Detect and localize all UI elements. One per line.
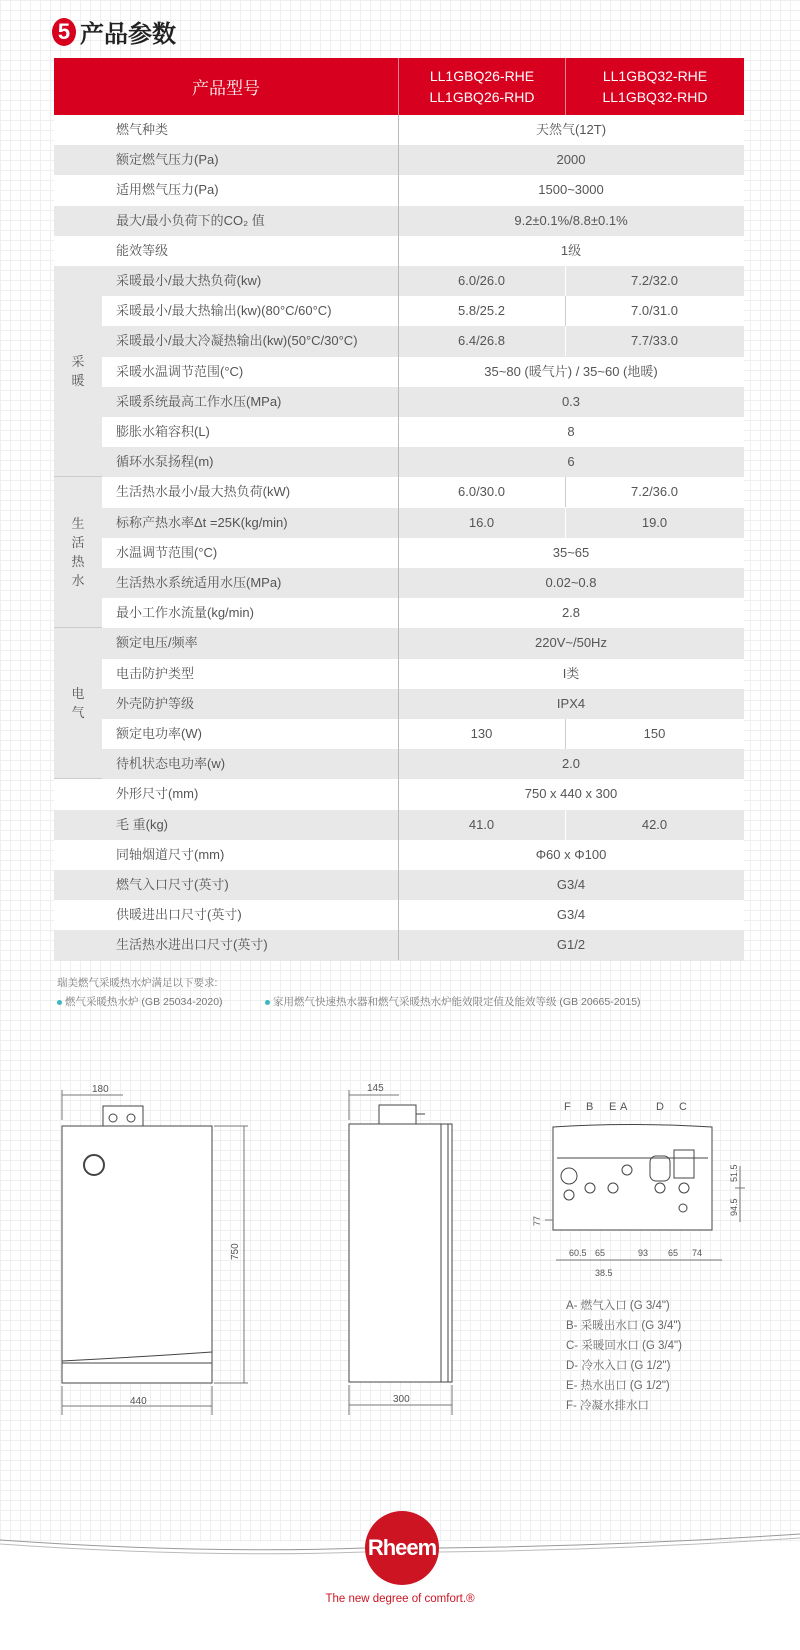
svg-text:65: 65 [595, 1248, 606, 1258]
column-divider [565, 266, 566, 296]
column-divider [565, 477, 566, 507]
row-label: 采暖系统最高工作水压(MPa) [116, 393, 282, 409]
row-label: 最小工作水流量(kg/min) [116, 605, 254, 621]
table-row [54, 447, 744, 477]
row-value: 6 [567, 454, 575, 470]
row-value: Φ60 x Φ100 [535, 846, 607, 862]
dim-750: 750 [230, 1243, 241, 1260]
group-label-text: 电气 [71, 686, 85, 721]
table-row [54, 810, 744, 840]
row-value: 5.8/25.2 [458, 303, 505, 319]
row-group-label [54, 477, 102, 628]
dim-300: 300 [393, 1394, 410, 1405]
table-row [54, 719, 744, 749]
model-name: LL1GBQ32-RHE [602, 67, 708, 84]
row-value: 7.2/36.0 [631, 484, 678, 500]
svg-text:E: E [609, 1101, 617, 1113]
row-label: 水温调节范围(°C) [116, 544, 218, 560]
notes-intro: 瑞美燃气采暖热水炉满足以下要求: [57, 977, 218, 989]
rheem-logo: Rheem [365, 1511, 439, 1585]
note-text: 家用燃气快速热水器和燃气采暖热水炉能效限定值及能效等级 (GB 20665-2015) [273, 996, 641, 1008]
table-row [54, 296, 744, 326]
table-row [54, 508, 744, 538]
row-label: 外壳防护等级 [116, 695, 195, 711]
row-label: 生活热水最小/最大热负荷(kW) [116, 484, 291, 500]
row-value: 35~80 (暖气片) / 35~60 (地暖) [484, 363, 658, 379]
row-label: 燃气入口尺寸(英寸) [116, 877, 229, 892]
row-label: 额定燃气压力(Pa) [116, 152, 219, 168]
table-row [54, 930, 744, 960]
row-value: 9.2±0.1%/8.8±0.1% [514, 212, 628, 228]
model-name: LL1GBQ32-RHD [602, 88, 708, 105]
row-label: 采暖最小/最大热输出(kw)(80°C/60°C) [116, 303, 332, 319]
svg-text:F: F [564, 1101, 571, 1113]
row-group-label [54, 628, 102, 779]
svg-text:B: B [586, 1101, 594, 1113]
svg-text:77: 77 [532, 1215, 542, 1226]
model-name: LL1GBQ26-RHD [429, 88, 535, 105]
row-label: 同轴烟道尺寸(mm) [116, 846, 225, 862]
row-value: 6.4/26.8 [458, 333, 505, 349]
brand-tagline: The new degree of comfort.® [325, 1593, 475, 1605]
section-heading: 产品参数 [80, 21, 176, 48]
model-name: LL1GBQ26-RHE [429, 67, 535, 84]
header-model-32 [565, 58, 744, 115]
row-value: 19.0 [641, 514, 668, 530]
row-label: 待机状态电功率(w) [116, 756, 226, 772]
header-model-26 [398, 58, 565, 115]
row-label: 供暖进出口尺寸(英寸) [116, 907, 242, 923]
row-label: 电击防护类型 [116, 665, 195, 681]
row-value: 7.2/32.0 [631, 273, 678, 288]
table-row [54, 477, 744, 507]
row-label: 采暖水温调节范围(°C) [116, 363, 244, 379]
row-value: 8 [567, 424, 575, 439]
group-label-text: 采暖 [71, 354, 85, 389]
row-value: 1500~3000 [538, 182, 604, 198]
row-value: 2.0 [561, 756, 581, 772]
spec-table [54, 58, 744, 960]
row-label: 适用燃气压力(Pa) [116, 182, 219, 198]
row-value: 0.3 [561, 393, 581, 409]
port-letters [564, 1101, 687, 1113]
dim-180: 180 [92, 1084, 109, 1095]
note-item [265, 994, 641, 1009]
legend-item: F- 冷凝水排水口 [566, 1400, 650, 1412]
table-row [54, 266, 744, 296]
column-divider [565, 810, 566, 840]
svg-text:74: 74 [692, 1248, 703, 1258]
column-divider [565, 719, 566, 749]
table-row [54, 900, 744, 930]
row-label: 最大/最小负荷下的CO₂ 值 [116, 212, 265, 228]
row-value: 2000 [556, 152, 586, 168]
table-row [54, 779, 744, 809]
table-row [54, 145, 744, 175]
table-row [54, 115, 744, 145]
legend-item: B- 采暖出水口 (G 3/4") [566, 1320, 682, 1332]
dim-145: 145 [367, 1083, 384, 1094]
bullet-icon [265, 1000, 270, 1005]
note-text: 燃气采暖热水炉 (GB 25034-2020) [65, 996, 223, 1008]
table-row [54, 206, 744, 236]
row-value: 7.7/33.0 [631, 333, 678, 349]
row-value: G3/4 [556, 907, 586, 923]
table-row [54, 326, 744, 356]
row-label: 生活热水进出口尺寸(英寸) [116, 937, 268, 953]
svg-text:60.5: 60.5 [569, 1248, 587, 1258]
svg-text:51.5: 51.5 [729, 1164, 739, 1182]
row-value: 130 [470, 726, 493, 741]
table-row [54, 175, 744, 205]
svg-text:38.5: 38.5 [595, 1268, 613, 1278]
table-row [54, 236, 744, 266]
row-label: 采暖最小/最大热负荷(kw) [116, 273, 262, 288]
legend-item: A- 燃气入口 (G 3/4") [566, 1300, 670, 1312]
bottom-view-drawing [532, 1101, 745, 1278]
row-value: 41.0 [468, 816, 495, 832]
table-row [54, 387, 744, 417]
row-value: 750 x 440 x 300 [524, 786, 618, 802]
row-label: 生活热水系统适用水压(MPa) [116, 575, 282, 590]
dim-440: 440 [130, 1396, 147, 1407]
table-header [54, 58, 744, 115]
svg-text:94.5: 94.5 [729, 1198, 739, 1216]
port-legend [566, 1296, 682, 1416]
row-label: 额定电压/频率 [116, 635, 198, 651]
table-row [54, 628, 744, 658]
row-label: 额定电功率(W) [116, 726, 202, 741]
table-row [54, 417, 744, 447]
row-value: G3/4 [556, 877, 586, 892]
row-value: 220V~/50Hz [535, 635, 607, 651]
table-row [54, 659, 744, 689]
row-label: 采暖最小/最大冷凝热输出(kw)(50°C/30°C) [116, 333, 358, 349]
section-title [52, 14, 176, 49]
row-value: 6.0/26.0 [458, 273, 505, 288]
svg-text:C: C [679, 1101, 687, 1113]
row-group-label [54, 266, 102, 477]
legend-item: C- 采暖回水口 (G 3/4") [566, 1340, 682, 1352]
row-value: 42.0 [641, 816, 668, 832]
table-row [54, 689, 744, 719]
column-divider [398, 115, 399, 960]
note-item [57, 994, 223, 1009]
row-label: 循环水泵扬程(m) [116, 454, 214, 470]
table-row [54, 870, 744, 900]
row-value: 天然气(12T) [535, 122, 607, 137]
row-label: 膨胀水箱容积(L) [116, 424, 210, 439]
row-value: 2.8 [561, 605, 581, 621]
row-label: 能效等级 [116, 242, 169, 258]
section-number-badge: 5 [52, 18, 76, 46]
row-label: 标称产热水率Δt =25K(kg/min) [116, 514, 288, 530]
row-label: 燃气种类 [116, 122, 169, 137]
row-value: 1级 [560, 242, 582, 258]
table-row [54, 598, 744, 628]
legend-item: D- 冷水入口 (G 1/2") [566, 1360, 671, 1372]
column-divider [565, 508, 566, 538]
row-value: 0.02~0.8 [545, 575, 597, 590]
svg-text:D: D [656, 1101, 664, 1113]
svg-text:65: 65 [668, 1248, 679, 1258]
row-value: I类 [562, 665, 580, 681]
table-row [54, 538, 744, 568]
row-label: 毛 重(kg) [116, 816, 169, 832]
row-label: 外形尺寸(mm) [116, 786, 199, 802]
row-value: G1/2 [556, 937, 586, 953]
column-divider [565, 326, 566, 356]
row-value: 6.0/30.0 [458, 484, 505, 500]
table-row [54, 357, 744, 387]
table-row [54, 568, 744, 598]
svg-text:93: 93 [638, 1248, 649, 1258]
row-value: 16.0 [468, 514, 495, 530]
column-divider [565, 296, 566, 326]
group-label-text: 生活热水 [71, 516, 85, 589]
table-row [54, 749, 744, 779]
bullet-icon [57, 1000, 62, 1005]
row-value: IPX4 [556, 695, 586, 711]
front-view-drawing [62, 1084, 248, 1415]
table-row [54, 840, 744, 870]
row-value: 150 [643, 726, 666, 741]
svg-text:A: A [620, 1101, 628, 1113]
side-view-drawing [349, 1083, 452, 1415]
row-value: 7.0/31.0 [631, 303, 678, 319]
header-model-label: 产品型号 [192, 79, 260, 98]
legend-item: E- 热水出口 (G 1/2") [566, 1380, 670, 1392]
row-value: 35~65 [552, 544, 590, 560]
